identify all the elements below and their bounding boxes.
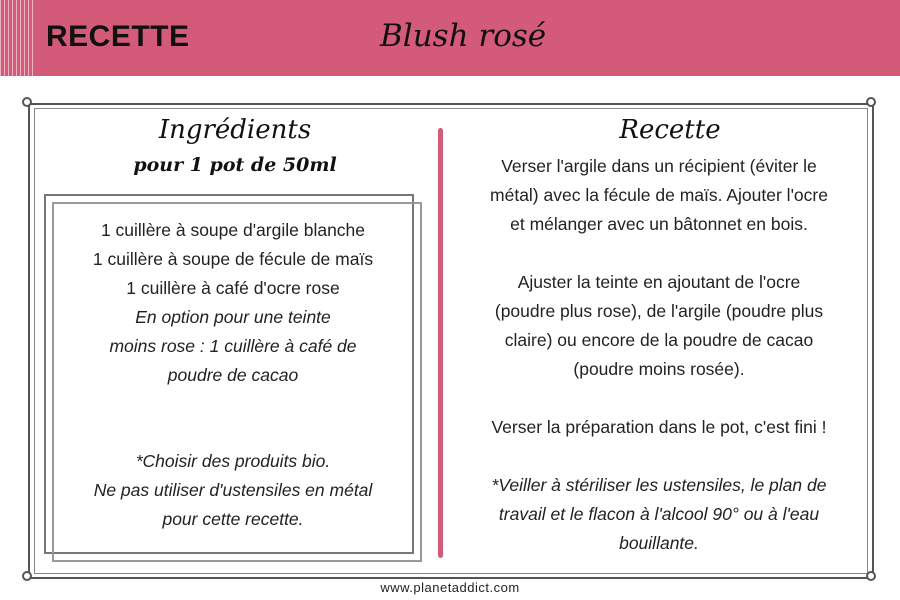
step-line: Ajuster la teinte en ajoutant de l'ocre [517,272,801,292]
footer-url[interactable]: www.planetaddict.com [380,580,520,595]
ingredient-item: 1 cuillère à café d'ocre rose [126,278,340,298]
step-line: Verser l'argile dans un récipient (éviter le [501,156,817,176]
recipe-note-line: travail et le flacon à l'alcool 90° ou à l'eau [498,504,820,524]
ingredients-subheading: pour 1 pot de 50ml [133,154,337,176]
ingredient-option-line: En option pour une teinte [135,307,331,327]
recipe-label: RECETTE [46,20,190,53]
column-divider [438,128,443,558]
note-line: *Choisir des produits bio. [135,451,331,471]
step-line: claire) ou encore de la poudre de cacao [504,330,814,350]
ingredient-item: 1 cuillère à soupe d'argile blanche [100,220,366,240]
ingredients-heading: Ingrédients [158,115,312,145]
note-line: Ne pas utiliser d'ustensiles en métal [93,480,373,500]
recipe-heading: Recette [619,115,721,145]
ingredients-list [58,216,408,390]
step-line: (poudre moins rosée). [573,359,745,379]
ingredients-note [58,447,408,534]
step-line: (poudre plus rose), de l'argile (poudre plus [494,301,824,321]
corner-ornament-icon [22,97,32,107]
ingredient-item: 1 cuillère à soupe de fécule de maïs [92,249,374,269]
page-title: Blush rosé [380,18,547,54]
step-line: Verser la préparation dans le pot, c'est fini ! [491,417,827,437]
step-line: et mélanger avec un bâtonnet en bois. [510,214,808,234]
stripes-decoration [0,0,36,76]
step-line: métal) avec la fécule de maïs. Ajouter l'ocre [490,185,828,205]
note-line: pour cette recette. [162,509,304,529]
ingredient-option-line: poudre de cacao [167,365,299,385]
header-banner [0,0,900,76]
recipe-note-line: *Veiller à stériliser les ustensiles, le plan de [491,475,827,495]
recipe-note-line: bouillante. [619,533,699,553]
ingredient-option-line: moins rose : 1 cuillère à café de [109,336,357,356]
recipe-steps [450,152,868,558]
corner-ornament-icon [866,97,876,107]
